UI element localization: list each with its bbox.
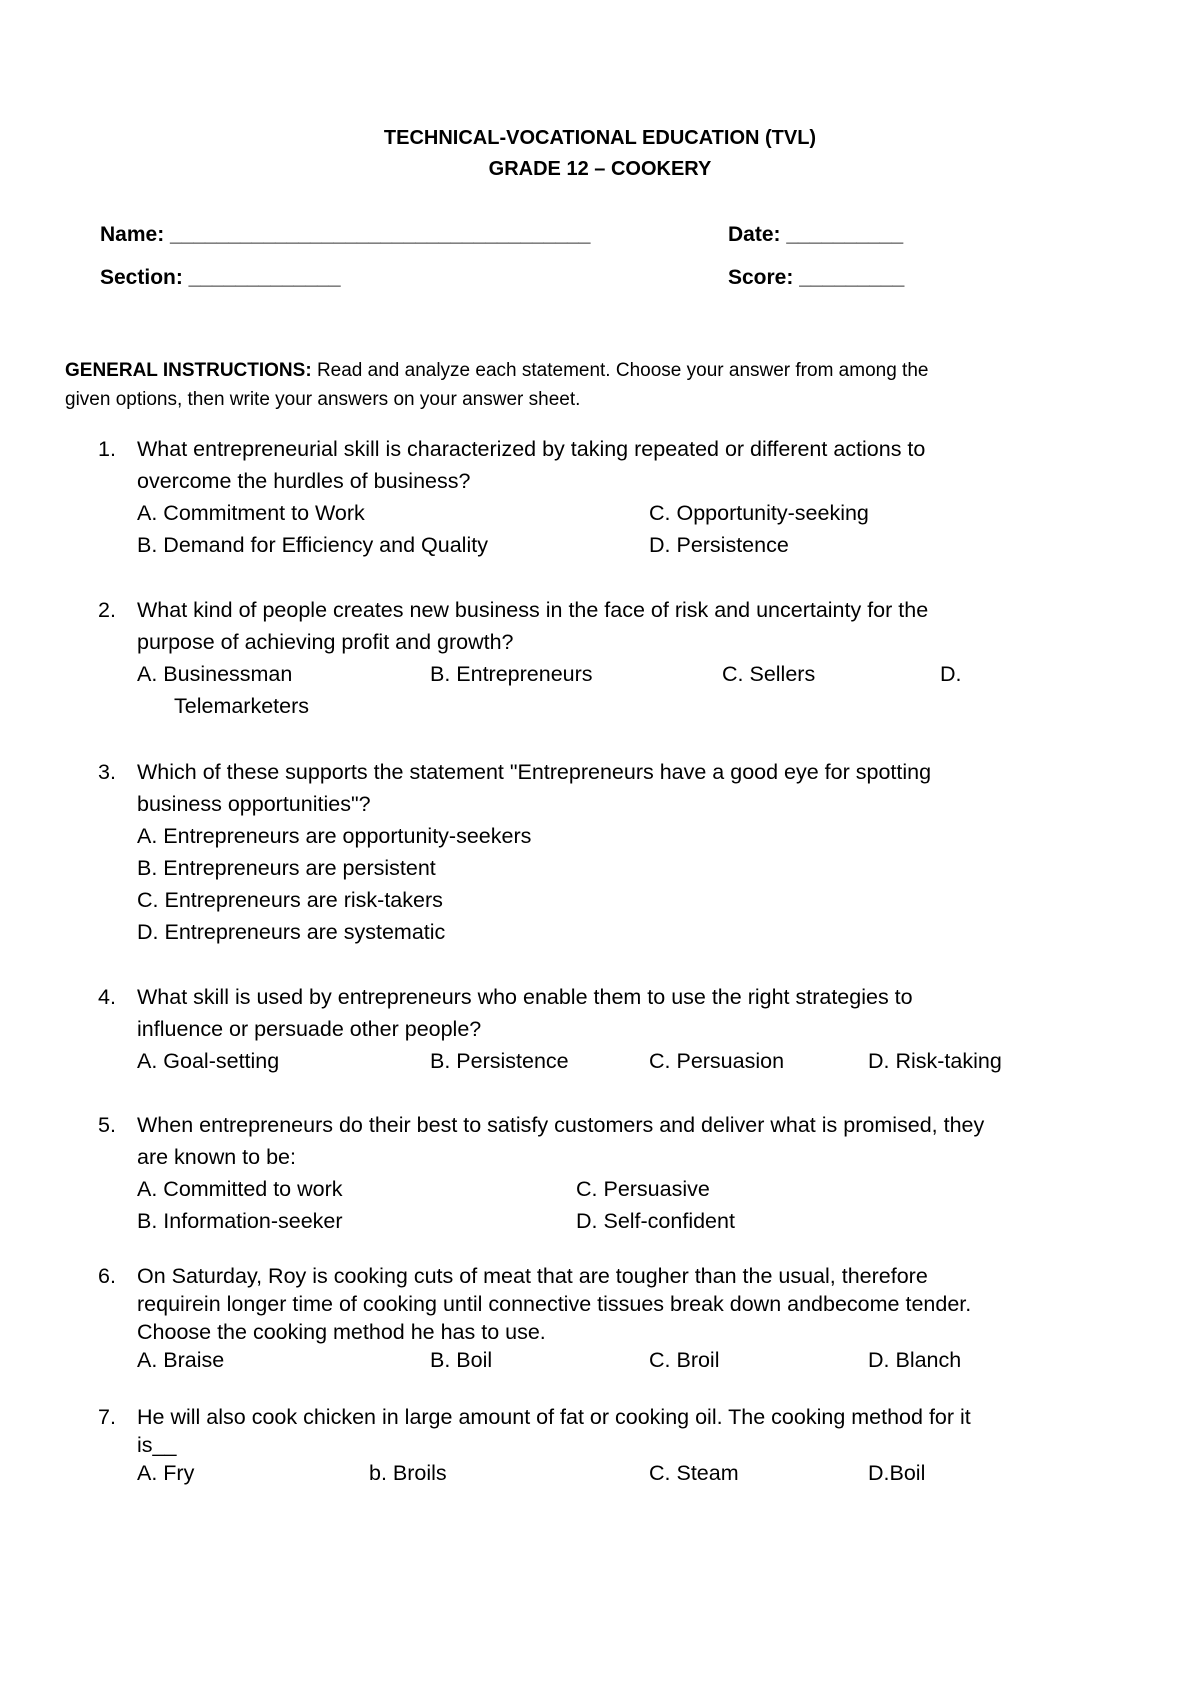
- question-number: 5.: [98, 1113, 116, 1137]
- question-text: What entrepreneurial skill is characterized by taking repeated or different actions to: [137, 437, 926, 461]
- question-text: On Saturday, Roy is cooking cuts of meat that are tougher than the usual, therefore: [137, 1264, 928, 1288]
- answer-option: A. Entrepreneurs are opportunity-seekers: [137, 824, 532, 848]
- question-text: He will also cook chicken in large amount of fat or cooking oil. The cooking method for it: [137, 1405, 971, 1429]
- document-subtitle: GRADE 12 – COOKERY: [488, 158, 712, 180]
- question-text: is__: [137, 1433, 177, 1457]
- answer-option: B. Entrepreneurs: [430, 662, 593, 686]
- instructions-label: GENERAL INSTRUCTIONS:: [65, 360, 312, 381]
- score-field: Score: _________: [728, 266, 905, 289]
- instructions-text-2: given options, then write your answers on your answer sheet.: [65, 389, 581, 410]
- name-field: Name: ____________________________________: [100, 223, 591, 246]
- question-number: 4.: [98, 985, 116, 1009]
- answer-option: A. Braise: [137, 1348, 225, 1372]
- answer-option: C. Sellers: [722, 662, 816, 686]
- document-title: TECHNICAL-VOCATIONAL EDUCATION (TVL): [383, 127, 817, 149]
- answer-option: D. Persistence: [649, 533, 789, 557]
- question-text: What skill is used by entrepreneurs who enable them to use the right strategies to: [137, 985, 913, 1009]
- answer-option: b. Broils: [369, 1461, 447, 1485]
- instructions-text-1: Read and analyze each statement. Choose your answer from among the: [311, 360, 929, 381]
- answer-option: C. Persuasive: [576, 1177, 710, 1201]
- date-field: Date: __________: [728, 223, 904, 246]
- answer-option: D.: [940, 662, 962, 686]
- answer-option: D. Self-confident: [576, 1209, 735, 1233]
- answer-option: D. Entrepreneurs are systematic: [137, 920, 446, 944]
- answer-option: A. Businessman: [137, 662, 293, 686]
- answer-option: D. Risk-taking: [868, 1049, 1002, 1073]
- answer-option: A. Committed to work: [137, 1177, 343, 1201]
- answer-option: C. Opportunity-seeking: [649, 501, 869, 525]
- answer-option: C. Broil: [649, 1348, 720, 1372]
- question-text: influence or persuade other people?: [137, 1017, 482, 1041]
- answer-option: B. Demand for Efficiency and Quality: [137, 533, 488, 557]
- question-text: overcome the hurdles of business?: [137, 469, 471, 493]
- answer-option: C. Persuasion: [649, 1049, 785, 1073]
- question-text: What kind of people creates new business in the face of risk and uncertainty for the: [137, 598, 929, 622]
- section-field: Section: _____________: [100, 266, 341, 289]
- answer-option: Telemarketers: [174, 694, 310, 718]
- question-text: business opportunities"?: [137, 792, 371, 816]
- question-text: Choose the cooking method he has to use.: [137, 1320, 546, 1344]
- question-text: purpose of achieving profit and growth?: [137, 630, 514, 654]
- answer-option: D. Blanch: [868, 1348, 962, 1372]
- answer-option: B. Information-seeker: [137, 1209, 343, 1233]
- question-number: 7.: [98, 1405, 116, 1429]
- answer-option: B. Boil: [430, 1348, 493, 1372]
- question-number: 3.: [98, 760, 116, 784]
- answer-option: C. Entrepreneurs are risk-takers: [137, 888, 443, 912]
- question-text: are known to be:: [137, 1145, 296, 1169]
- question-number: 1.: [98, 437, 116, 461]
- answer-option: B. Entrepreneurs are persistent: [137, 856, 436, 880]
- answer-option: C. Steam: [649, 1461, 739, 1485]
- answer-option: D.Boil: [868, 1461, 926, 1485]
- answer-option: A. Goal-setting: [137, 1049, 280, 1073]
- question-text: requirein longer time of cooking until connective tissues break down andbecome tender.: [137, 1292, 972, 1316]
- answer-option: B. Persistence: [430, 1049, 569, 1073]
- answer-option: A. Commitment to Work: [137, 501, 365, 525]
- question-number: 2.: [98, 598, 116, 622]
- answer-option: A. Fry: [137, 1461, 195, 1485]
- question-number: 6.: [98, 1264, 116, 1288]
- question-text: Which of these supports the statement "Entrepreneurs have a good eye for spotting: [137, 760, 932, 784]
- instructions-line-1: [65, 360, 928, 382]
- question-text: When entrepreneurs do their best to satisfy customers and deliver what is promised, they: [137, 1113, 985, 1137]
